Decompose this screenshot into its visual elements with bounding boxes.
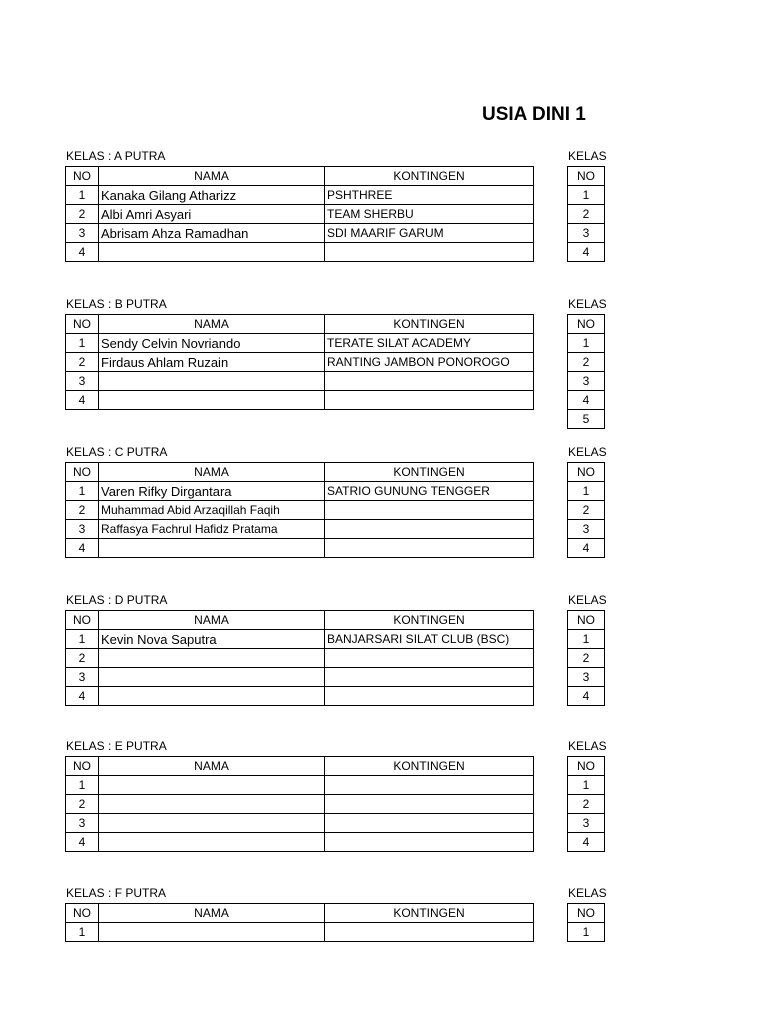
row-nama: Raffasya Fachrul Hafidz Pratama (99, 520, 325, 539)
row-nama (99, 649, 325, 668)
kelas-row (568, 923, 605, 942)
participants-table (65, 166, 534, 262)
kelas-no: 3 (568, 372, 605, 391)
kelas-row (568, 687, 605, 706)
section-label: KELAS : A PUTRA (66, 149, 166, 163)
table-row (66, 630, 534, 649)
header-no: NO (66, 904, 99, 923)
table-header-row (66, 611, 534, 630)
table-row (66, 649, 534, 668)
kelas-header-row (568, 463, 605, 482)
row-no: 2 (66, 205, 99, 224)
kelas-no: 4 (568, 243, 605, 262)
row-no: 3 (66, 814, 99, 833)
kelas-no: 3 (568, 520, 605, 539)
kelas-table (567, 314, 605, 429)
row-kontingen (325, 391, 534, 410)
kelas-no: 1 (568, 776, 605, 795)
row-no: 1 (66, 630, 99, 649)
header-nama: NAMA (99, 904, 325, 923)
row-kontingen (325, 520, 534, 539)
header-kontingen: KONTINGEN (325, 167, 534, 186)
kelas-row (568, 353, 605, 372)
row-kontingen (325, 833, 534, 852)
table-header-row (66, 757, 534, 776)
kelas-label: KELAS (568, 886, 607, 900)
kelas-row (568, 539, 605, 558)
row-kontingen: TERATE SILAT ACADEMY (325, 334, 534, 353)
row-kontingen: PSHTHREE (325, 186, 534, 205)
header-no: NO (66, 315, 99, 334)
row-nama (99, 814, 325, 833)
header-kontingen: KONTINGEN (325, 463, 534, 482)
participants-table (65, 462, 534, 558)
header-nama: NAMA (99, 315, 325, 334)
kelas-no: 1 (568, 923, 605, 942)
kelas-row (568, 482, 605, 501)
kelas-no: 4 (568, 833, 605, 852)
table-row (66, 372, 534, 391)
kelas-table (567, 610, 605, 706)
table-header-row (66, 904, 534, 923)
kelas-row (568, 224, 605, 243)
kelas-no: 2 (568, 501, 605, 520)
kelas-row (568, 814, 605, 833)
kelas-header-no: NO (568, 757, 605, 776)
row-no: 3 (66, 668, 99, 687)
row-nama: Muhammad Abid Arzaqillah Faqih (99, 501, 325, 520)
kelas-no: 1 (568, 630, 605, 649)
kelas-no: 3 (568, 224, 605, 243)
kelas-row (568, 205, 605, 224)
row-kontingen: TEAM SHERBU (325, 205, 534, 224)
kelas-no: 1 (568, 334, 605, 353)
kelas-header-row (568, 904, 605, 923)
row-no: 2 (66, 353, 99, 372)
row-nama (99, 833, 325, 852)
row-nama (99, 391, 325, 410)
row-kontingen (325, 687, 534, 706)
row-nama (99, 923, 325, 942)
kelas-row (568, 833, 605, 852)
section-label: KELAS : D PUTRA (66, 593, 168, 607)
table-header-row (66, 315, 534, 334)
kelas-row (568, 520, 605, 539)
row-nama: Varen Rifky Dirgantara (99, 482, 325, 501)
row-kontingen: SATRIO GUNUNG TENGGER (325, 482, 534, 501)
kelas-header-row (568, 167, 605, 186)
kelas-row (568, 391, 605, 410)
header-no: NO (66, 463, 99, 482)
row-kontingen (325, 539, 534, 558)
header-kontingen: KONTINGEN (325, 315, 534, 334)
row-nama: Sendy Celvin Novriando (99, 334, 325, 353)
kelas-label: KELAS (568, 593, 607, 607)
kelas-row (568, 630, 605, 649)
kelas-row (568, 668, 605, 687)
kelas-label: KELAS (568, 445, 607, 459)
table-row (66, 482, 534, 501)
table-row (66, 334, 534, 353)
kelas-row (568, 795, 605, 814)
kelas-row (568, 410, 605, 429)
header-nama: NAMA (99, 463, 325, 482)
table-row (66, 224, 534, 243)
row-nama (99, 539, 325, 558)
row-no: 4 (66, 391, 99, 410)
row-nama (99, 372, 325, 391)
row-no: 4 (66, 687, 99, 706)
header-no: NO (66, 611, 99, 630)
table-row (66, 186, 534, 205)
row-no: 3 (66, 372, 99, 391)
row-nama: Kanaka Gilang Atharizz (99, 186, 325, 205)
row-no: 4 (66, 243, 99, 262)
section-label: KELAS : B PUTRA (66, 297, 167, 311)
kelas-no: 2 (568, 353, 605, 372)
row-nama: Abrisam Ahza Ramadhan (99, 224, 325, 243)
header-no: NO (66, 757, 99, 776)
table-row (66, 353, 534, 372)
kelas-header-no: NO (568, 611, 605, 630)
table-row (66, 205, 534, 224)
table-row (66, 776, 534, 795)
page-title: USIA DINI 1 (482, 104, 586, 125)
kelas-no: 2 (568, 795, 605, 814)
kelas-header-row (568, 611, 605, 630)
kelas-header-row (568, 315, 605, 334)
row-kontingen: BANJARSARI SILAT CLUB (BSC) (325, 630, 534, 649)
table-row (66, 923, 534, 942)
row-no: 4 (66, 833, 99, 852)
row-nama (99, 243, 325, 262)
kelas-no: 2 (568, 649, 605, 668)
row-nama (99, 795, 325, 814)
row-nama: Albi Amri Asyari (99, 205, 325, 224)
header-nama: NAMA (99, 167, 325, 186)
kelas-no: 4 (568, 687, 605, 706)
row-no: 1 (66, 334, 99, 353)
row-kontingen (325, 649, 534, 668)
row-no: 1 (66, 482, 99, 501)
kelas-no: 5 (568, 410, 605, 429)
header-nama: NAMA (99, 757, 325, 776)
kelas-header-no: NO (568, 463, 605, 482)
row-no: 2 (66, 501, 99, 520)
row-nama (99, 776, 325, 795)
table-row (66, 814, 534, 833)
kelas-label: KELAS (568, 739, 607, 753)
row-kontingen: SDI MAARIF GARUM (325, 224, 534, 243)
kelas-header-no: NO (568, 315, 605, 334)
table-header-row (66, 463, 534, 482)
participants-table (65, 903, 534, 942)
row-no: 2 (66, 795, 99, 814)
participants-table (65, 756, 534, 852)
row-nama: Firdaus Ahlam Ruzain (99, 353, 325, 372)
kelas-no: 4 (568, 539, 605, 558)
row-kontingen (325, 501, 534, 520)
section-label: KELAS : E PUTRA (66, 739, 167, 753)
kelas-no: 1 (568, 186, 605, 205)
table-row (66, 687, 534, 706)
row-nama (99, 668, 325, 687)
participants-table (65, 610, 534, 706)
row-kontingen (325, 668, 534, 687)
kelas-no: 1 (568, 482, 605, 501)
table-row (66, 539, 534, 558)
row-kontingen (325, 814, 534, 833)
row-no: 1 (66, 186, 99, 205)
kelas-label: KELAS (568, 149, 607, 163)
row-kontingen (325, 372, 534, 391)
kelas-no: 4 (568, 391, 605, 410)
participants-table (65, 314, 534, 410)
table-row (66, 668, 534, 687)
kelas-no: 2 (568, 205, 605, 224)
table-row (66, 833, 534, 852)
header-kontingen: KONTINGEN (325, 757, 534, 776)
header-kontingen: KONTINGEN (325, 904, 534, 923)
kelas-table (567, 166, 605, 262)
kelas-no: 3 (568, 668, 605, 687)
section-label: KELAS : C PUTRA (66, 445, 168, 459)
kelas-row (568, 501, 605, 520)
kelas-header-no: NO (568, 167, 605, 186)
row-no: 2 (66, 649, 99, 668)
table-row (66, 391, 534, 410)
section-label: KELAS : F PUTRA (66, 886, 167, 900)
row-kontingen (325, 795, 534, 814)
row-no: 3 (66, 520, 99, 539)
kelas-table (567, 756, 605, 852)
row-no: 1 (66, 923, 99, 942)
row-kontingen: RANTING JAMBON PONOROGO (325, 353, 534, 372)
kelas-header-no: NO (568, 904, 605, 923)
kelas-no: 3 (568, 814, 605, 833)
kelas-header-row (568, 757, 605, 776)
kelas-row (568, 776, 605, 795)
row-kontingen (325, 243, 534, 262)
header-no: NO (66, 167, 99, 186)
kelas-label: KELAS (568, 297, 607, 311)
table-row (66, 795, 534, 814)
row-no: 4 (66, 539, 99, 558)
row-nama (99, 687, 325, 706)
kelas-row (568, 186, 605, 205)
table-header-row (66, 167, 534, 186)
kelas-table (567, 462, 605, 558)
row-no: 1 (66, 776, 99, 795)
table-row (66, 243, 534, 262)
kelas-row (568, 649, 605, 668)
table-row (66, 501, 534, 520)
kelas-row (568, 372, 605, 391)
row-kontingen (325, 923, 534, 942)
row-nama: Kevin Nova Saputra (99, 630, 325, 649)
kelas-row (568, 334, 605, 353)
row-kontingen (325, 776, 534, 795)
table-row (66, 520, 534, 539)
kelas-table (567, 903, 605, 942)
header-nama: NAMA (99, 611, 325, 630)
row-no: 3 (66, 224, 99, 243)
header-kontingen: KONTINGEN (325, 611, 534, 630)
kelas-row (568, 243, 605, 262)
